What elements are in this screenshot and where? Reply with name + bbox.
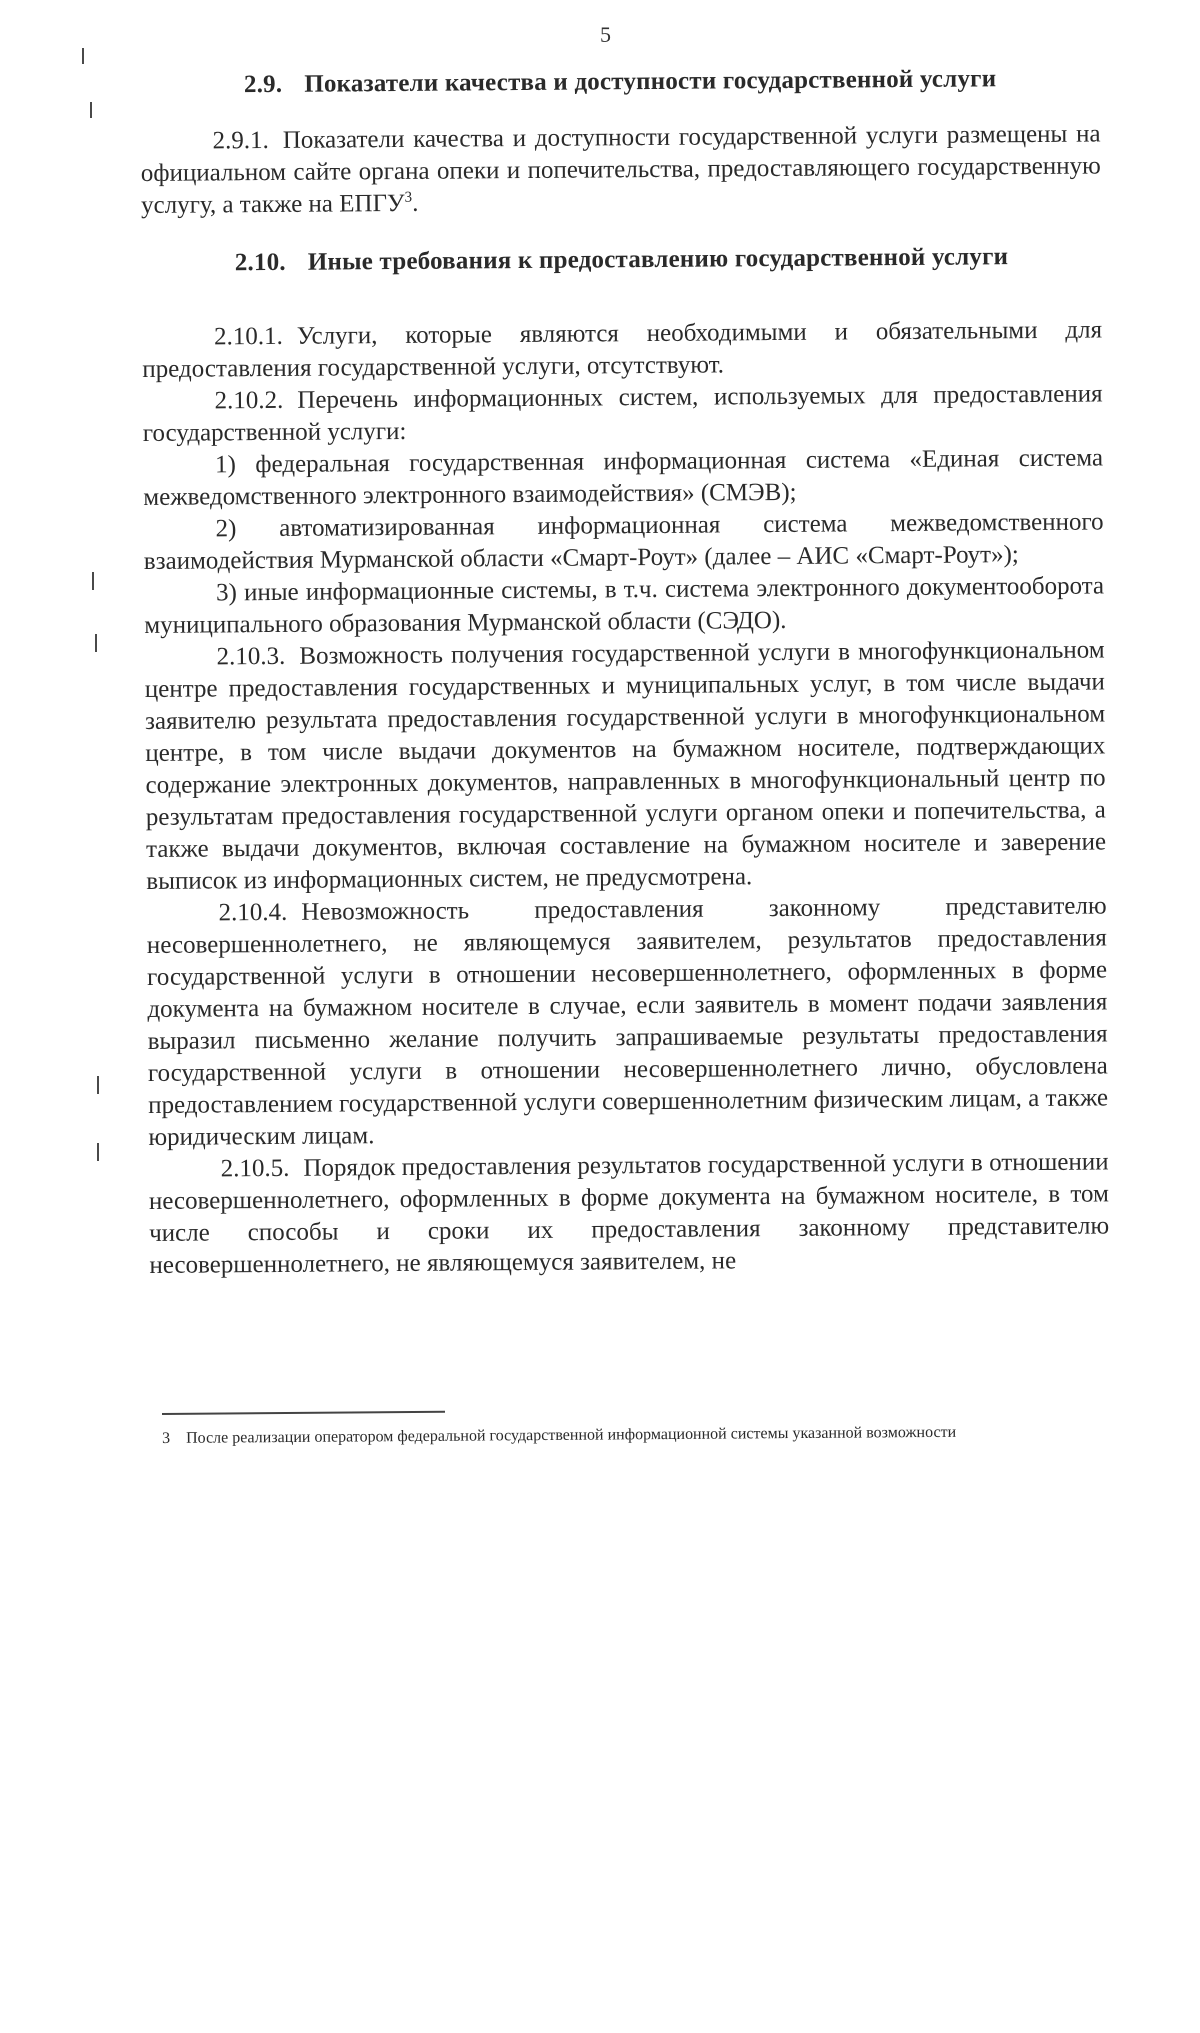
paragraph-2-10-2 xyxy=(142,378,1102,450)
paragraph-text: Услуги, которые являются необходимыми и обязательными для предоставления государственной услуги, отсутствуют. xyxy=(142,316,1103,383)
paragraph-number: 2.10.4. xyxy=(218,898,288,927)
paragraph-end: . xyxy=(412,189,419,217)
paragraph-text: Возможность получения государственной услуги в многофункциональном центре предоставления государственных и муниципальных услуг, в том числе выдачи заявителю результата предоставления государственной услуги в многофункциональном центре, в том числе выдачи документов на бумажном носителе, подтверждающих содержание электронных документов, направленных в многофункциональный центр по результатам предоставления государственной услуги органом опеки и попечительства, а также выдачи документов, включая составление на бумажном носителе и заверение выписок из информационных систем, не предусмотрена. xyxy=(144,636,1107,895)
margin-mark xyxy=(82,48,84,64)
margin-mark xyxy=(92,572,94,590)
margin-mark xyxy=(97,1076,99,1094)
list-item: 2) автоматизированная информационная система межведомственного взаимодействия Мурманской области «Смарт-Роут» (далее – АИС «Смарт-Роут»); xyxy=(143,508,1104,575)
paragraph-number: 2.10.1. xyxy=(213,322,283,351)
document-body xyxy=(140,62,1109,1282)
paragraph-number: 2.9.1. xyxy=(212,126,269,155)
footnote-separator xyxy=(162,1411,445,1415)
paragraph-text: Перечень информационных систем, используемых для предоставления государственной услуги: xyxy=(142,380,1103,447)
section-heading-2-9 xyxy=(140,62,1100,102)
margin-mark xyxy=(90,102,92,118)
footnote-ref: 3 xyxy=(404,189,413,206)
paragraph-text: Показатели качества и доступности государственной услуги размещены на официальном сайте органа опеки и попечительства, предоставляющего государственную услугу, а также на ЕПГУ xyxy=(140,120,1101,219)
paragraph-number: 2.10.2. xyxy=(214,386,284,415)
footnote-text: После реализации оператором федеральной государственной информационной системы указанной возможности xyxy=(186,1423,957,1447)
footnote xyxy=(162,1421,1112,1449)
paragraph-number: 2.10.5. xyxy=(220,1154,290,1183)
margin-mark xyxy=(95,634,97,652)
paragraph-number: 2.10.3. xyxy=(216,642,286,671)
list-item: 3) иные информационные системы, в т.ч. система электронного документооборота муниципального образования Мурманской области (СЭДО). xyxy=(144,572,1105,639)
section-number: 2.9. xyxy=(243,70,283,99)
paragraph-text: Порядок предоставления результатов государственной услуги в отношении несовершеннолетнего, оформленных в форме документа на бумажном носителе, в том числе способы и сроки их предоставления законному представителю несовершеннолетнего, не являющемуся заявителем, не xyxy=(148,1148,1110,1279)
page-number: 5 xyxy=(600,22,611,47)
footnote-number: 3 xyxy=(162,1429,171,1447)
paragraph-text: Невозможность предоставления законному представителю несовершеннолетнего, не являющемуся заявителем, результатов предоставления государственной услуги в отношении несовершеннолетнего, оформленных в форме документа на бумажном носителе в случае, если заявитель в момент подачи заявления выразил письменно желание получить запрашиваемые результаты предоставления государственной услуги в отношении несовершеннолетнего лично, обусловлена предоставлением государственной услуги совершеннолетним физическим лицам, а также юридическим лицам. xyxy=(146,892,1109,1151)
paragraph-2-10-5 xyxy=(149,1146,1110,1282)
section-title: Показатели качества и доступности государственной услуги xyxy=(304,65,997,98)
paragraph-2-10-1 xyxy=(142,314,1102,386)
section-title: Иные требования к предоставлению государственной услуги xyxy=(307,243,1009,276)
paragraph-2-10-3 xyxy=(144,634,1106,898)
section-number: 2.10. xyxy=(234,248,286,277)
section-heading-2-10 xyxy=(141,240,1101,280)
margin-mark xyxy=(97,1143,99,1161)
paragraph-2-10-4 xyxy=(147,890,1109,1154)
list-item: 1) федеральная государственная информационная система «Единая система межведомственного электронного взаимодействия» (СМЭВ); xyxy=(143,444,1104,511)
paragraph-2-9-1 xyxy=(140,118,1101,222)
